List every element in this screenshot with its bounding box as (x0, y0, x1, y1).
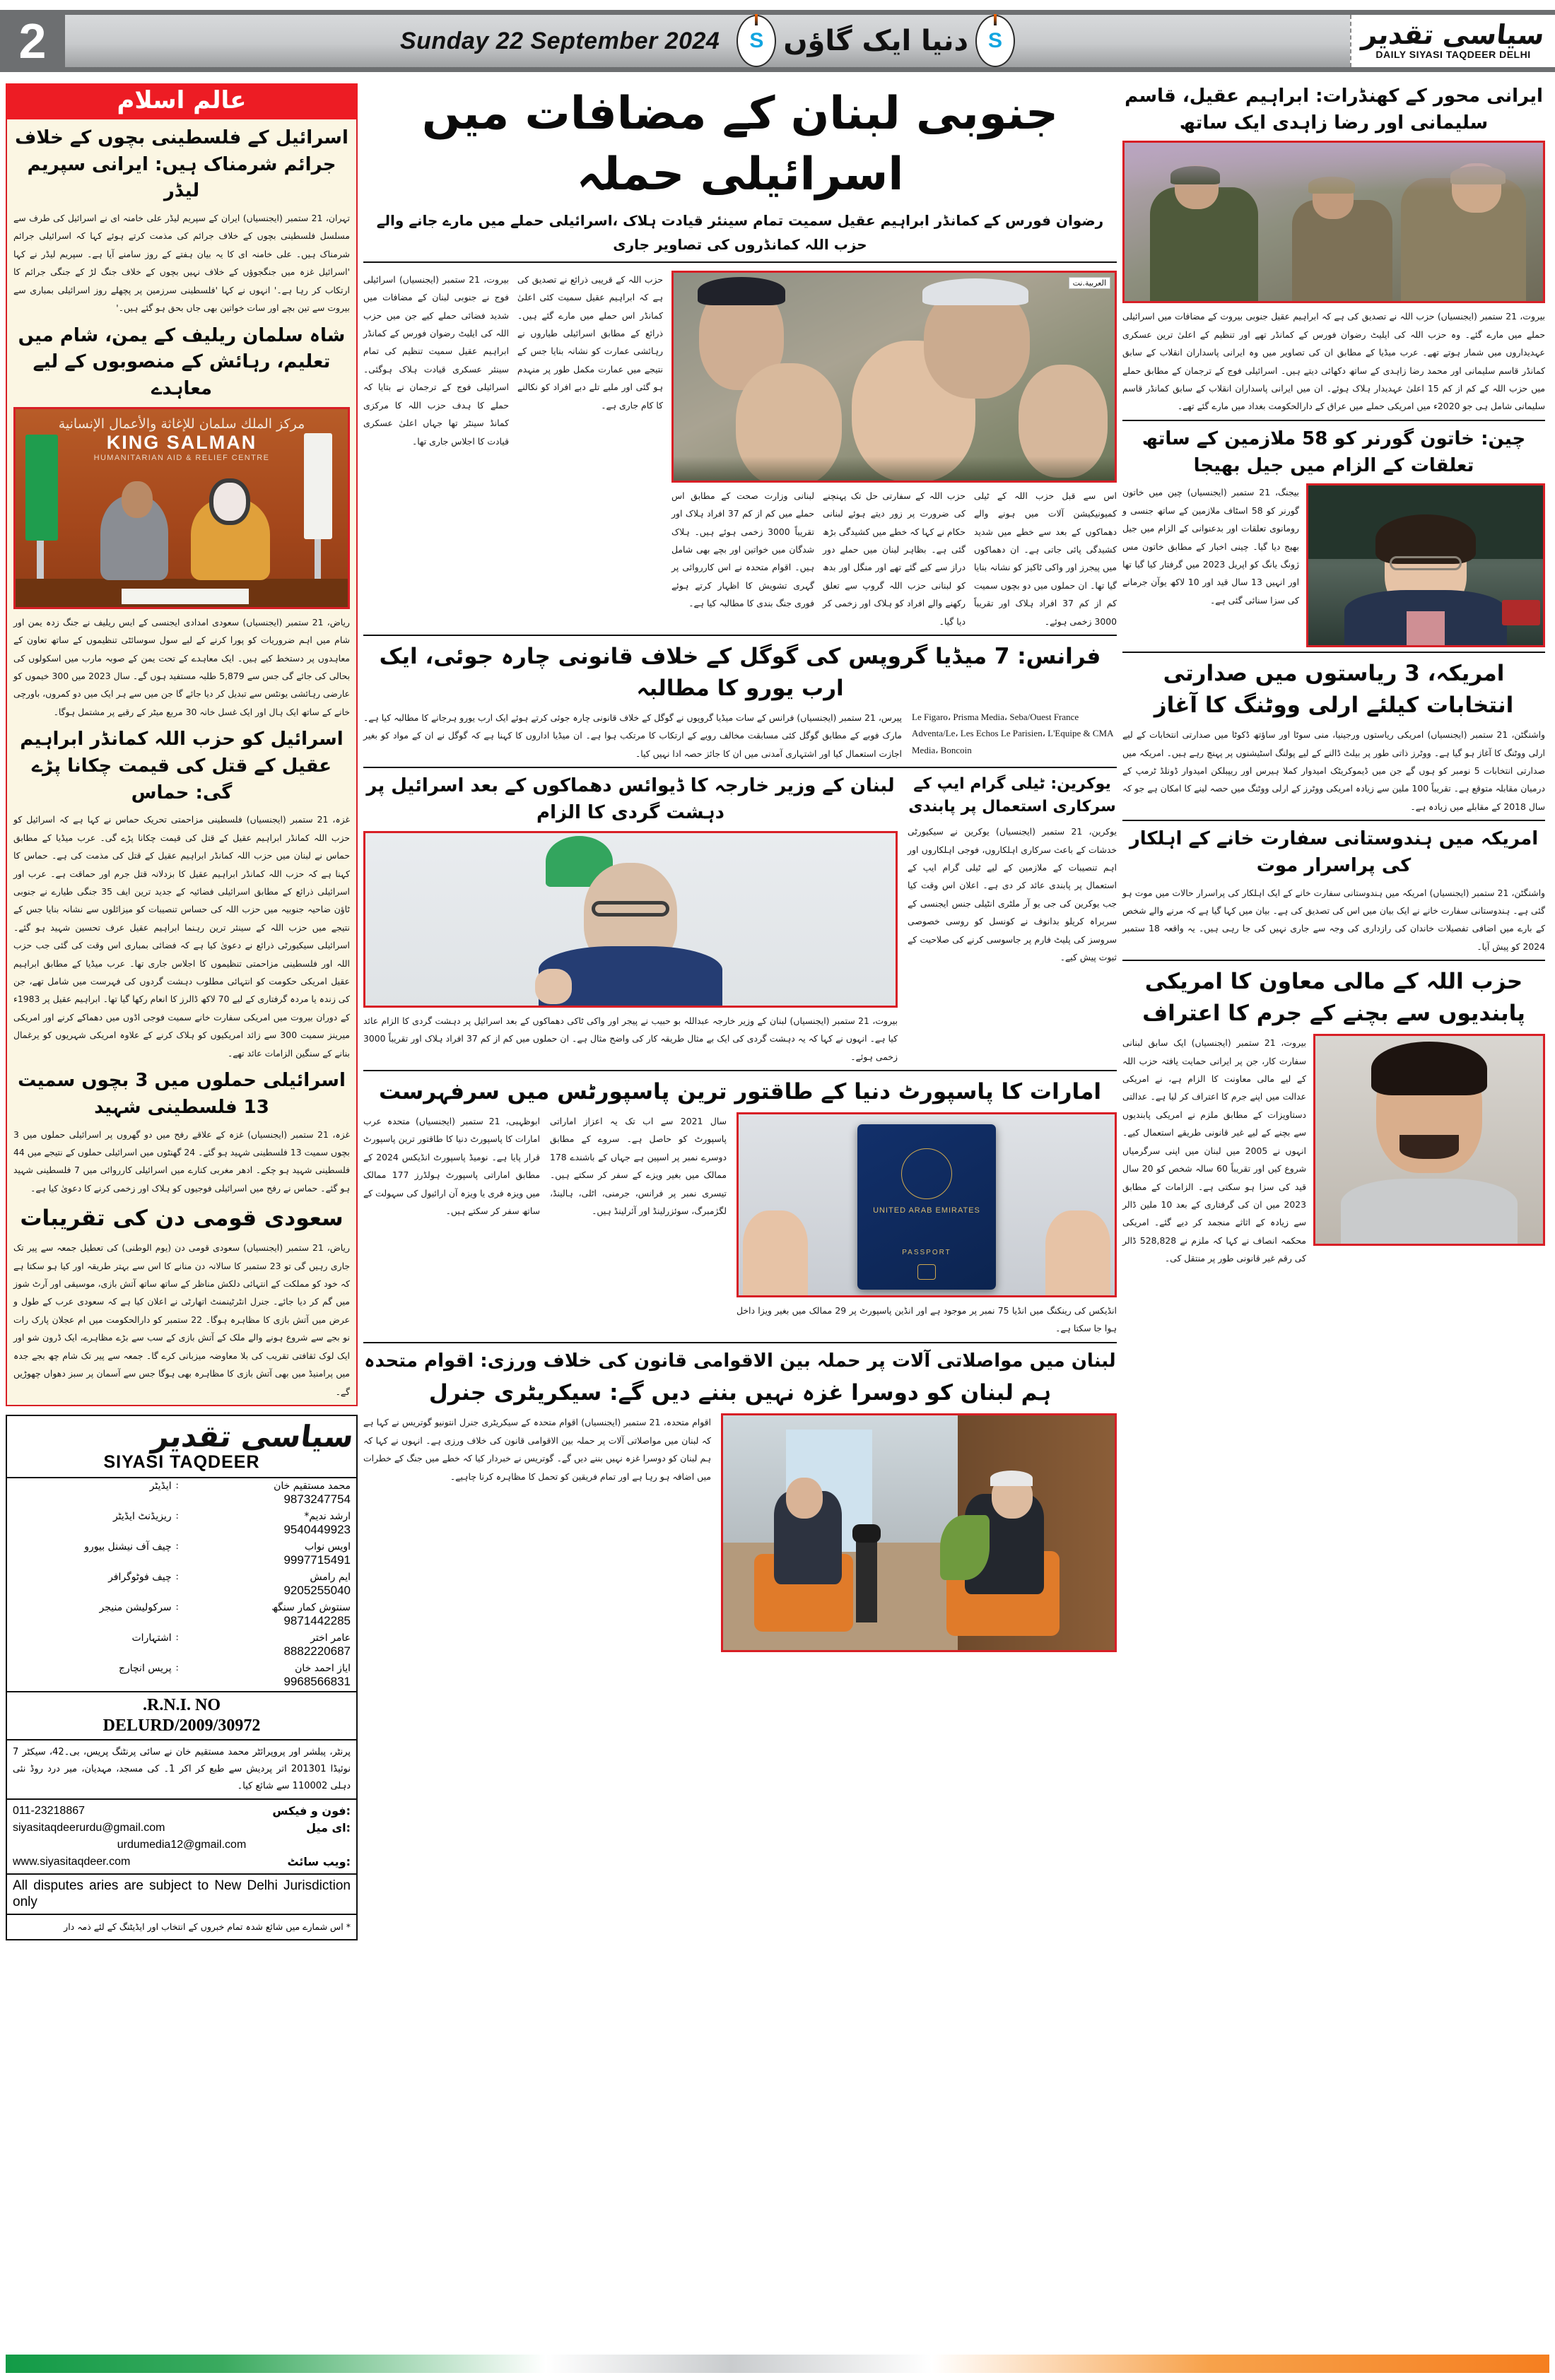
fm-hand (535, 969, 572, 1004)
article-body-iran-axis: بیروت، 21 ستمبر (ایجنسیاں) حزب اللہ نے تصدیق کی ہے کہ ابراہیم عقیل جنوبی بیروت کے مضافات میں اسرائیلی حملے میں مارے گئے۔ وہ حزب اللہ کی ایلیٹ رضوان فورس کے کمانڈر تھے اور تنظیم کے اعلیٰ ترین عسکری عہدیداروں میں شمار ہوتے تھے۔ عرب میڈیا کے مطابق ان کی تصاویر میں وہ ایرانی پاسداران انقلاب کے سابق کمانڈر قاسم سلیمانی اور محمد رضا زاہدی کے ساتھ دکھائی دیتے ہیں۔ اسرائیلی فوج کے ترجمان کے مطابق حملے میں حزب اللہ کے کم از کم 15 اعلیٰ عہدیدار ہلاک ہوئے۔ ان میں ایرانی پاسداران انقلاب کے سابق کمانڈر قاسم سلیمانی شامل ہی جو 2020ء میں امریکی حملے میں عراق کے دارالحکومت بغداد میں مارے گئے تھے۔ (1122, 311, 1546, 412)
islamic-world-column (6, 83, 358, 2309)
article-body-hamas-aqeel: غزہ، 21 ستمبر (ایجنسیاں) فلسطینی مزاحمتی تحریک حماس نے کہا ہے کہ اسرائیل کو حزب اللہ کمانڈر ابراہیم عقیل کے قتل کی قیمت چکانا پڑے گی۔ عرب میڈیا کے مطابق حماس نے لبنان میں حزب اللہ کمانڈر ابراہیم عقیل کے قتل کی مذمت کی ہے۔ حماس کا کہنا ہے کہ حزب اللہ کمانڈر ابراہیم عقیل کا بزدلانہ قتل جرم اور حماقت ہے۔ عرب اور اسرائیلی ذرائع کے مطابق اسرائیلی فضائیہ کے جدید ترین ایف 35 جنگی طیارے نے جنوبی ٹاؤن ضاحیہ جنوبیہ میں حزب اللہ کی حساس تنصیبات کو میزائلوں سے نشانہ بنایا جس کے نتیجے میں حزب اللہ کے سینئر ترین رہنما ابراہیم عقیل عرف تحسین شہید ہو گئے۔ اسرائیلی سیکیورٹی ذرائع نے دعویٰ کیا ہے کہ فضائی بمباری اس وقت کی گئی جب حزب اللہ اور فلسطینی مزاحمتی تنظیموں کا اجلاس جاری تھا۔ عرب میڈیا کے مطابق ابراہیم عقیل امریکی حکومت کو انتہائی مطلوب دہشت گردوں کی فہرست میں شامل تھے، جن کی زندہ یا مردہ گرفتاری کے لیے 70 لاکھ ڈالرز کا انعام رکھا گیا تھا۔ ابراہیم عقیل پر 1983ء کے دوران بیروت میں امریکی سفارت خانے سمیت فوجی اڈوں میں دھماکے کرنے اور امریکی میرینز سمیت 300 سے زائد امریکیوں کو ہلاک کرنے کے علاوہ امریکی شہریوں کو یرغمال بنانے کے سنگین الزامات عائد تھے۔ (13, 814, 350, 1059)
person-right-head (209, 478, 250, 525)
headline-gaza-martyrs[interactable]: اسرائیلی حملوں میں 3 بچوں سمیت 13 فلسطینی شہید (18, 1070, 346, 1118)
staff-name: ایاز احمد خان (295, 1662, 351, 1674)
lead-body-4: حزب اللہ کے سفارتی حل تک پہنچنے کی ضرورت پر زور دیتے ہوئے لبنانی حکام نے کہا کہ خطے میں کشیدگی بڑھ گئی ہے۔ بظاہر لبنان میں حملے دور دراز سے کیے گئے تھے اور منگل اور بدھ کو لبنانی حزب اللہ گروپ سے تعلق رکھنے والے افراد کو ہلاک اور زخمی کر دیا گیا۔ (823, 490, 966, 627)
photo-lebanon-fm (363, 831, 898, 1008)
disputes-notice: All disputes aries are subject to New Delhi Jurisdiction only (7, 1875, 356, 1916)
mic-stand (856, 1531, 877, 1622)
article-body-france-google: پیرس، 21 ستمبر (ایجنسیاں) فرانس کے سات میڈیا گروپوں نے گوگل کے خلاف قانونی چارہ جوئی کرتے ہوئے ایک ارب یورو ہرجانے کا مطالبہ کیا ہے۔ مارک فوبے کے مطابق گوگل کئی مسابقت مخالف رویے کے ارتکاب کا مرتکب ہوا ہے۔ ان میڈیا اداروں کا کہنا ہے کہ گوگل نے ان کے مواد کو بغیر اجازت استعمال کیا اور اشتہاری آمدنی میں ان کا جائز حصہ ادا نہیں کیا۔ (363, 712, 902, 759)
headline-iran-axis-ruins[interactable]: ایرانی محور کے کھنڈرات: ابراہیم عقیل، قاسم سلیمانی اور رضا زاہدی ایک ساتھ (1125, 86, 1543, 134)
lead-block (363, 271, 1117, 630)
islamic-world-body (6, 119, 358, 1406)
photo-uae-passport (737, 1112, 1117, 1297)
headline-ukraine-telegram[interactable]: یوکرین: ٹیلی گرام ایپ کے سرکاری استعمال پر پابندی (908, 775, 1116, 816)
staff-role: سرکولیشن منیجر (99, 1601, 172, 1613)
france-media-list-wrap (912, 709, 1117, 762)
article-body-saudi-national-day: ریاض، 21 ستمبر (ایجنسیاں) سعودی قومی دن (یوم الوطنی) کی تعطیل جمعہ سے پیر تک جاری رہیں گی تو 23 ستمبر کا سالانہ دن منانے کا اس سے بہتر طریقہ اور کیا ہو سکتا ہے کہ خود کو مملکت کے انتہائی دلکش مناظر کے ساتھ ساتھ آتش بازی، موسیقی اور آرٹ شوز میں گم کر دیا جائے۔ جنرل انٹرٹینمنٹ اتھارٹی نے اعلان کیا ہے کہ سعودی عرب کے طول و عرض میں آتش بازی کا مظاہرہ ہوگا۔ 22 ستمبر کو دارالحکومت میں ام عجلان پارک رات نو بجے سے شروع ہونے والے ملک کے آتش بازی کے سب سے بڑے مظاہرے، ایک ڈرون شو اور ایک لوک ثقافتی تقریب کی بلا معاوضہ میزبانی کرے گا۔ جمعہ سے پیر تک شام چھ بجے جدہ میں پرامنیڈ میں بھی آتش بازی کا مظاہرہ بھی ہوگا جس سے آسمان پر سبز دھواں چھوڑیں گے۔ (13, 1242, 351, 1397)
article-body-ukraine-telegram: یوکرین، 21 ستمبر (ایجنسیاں) یوکرین نے سیکیورٹی خدشات کے باعث سرکاری اہلکاروں، فوجی اہلکاروں اور اہم تنصیبات کے ملازمین کے لیے ٹیلی گرام ایپ کے استعمال پر پابندی عائد کر دی ہے۔ اعلان اس وقت کیا جب یوکرین کی جی یو آر ملٹری انٹیلی جنس ایجنسی کے سربراہ کریلو بدانوف نے کونسل کو روسی خصوصی سروسز کی پلیٹ فارم پر جاسوسی کرنے کی صلاحیت کے ثبوت پیش کیے۔ (908, 826, 1117, 963)
article-body-us-early-voting: واشنگٹن، 21 ستمبر (ایجنسیاں) امریکی ریاستوں ورجینیا، منی سوٹا اور ساؤتھ ڈکوٹا میں صدارتی انتخابات کے لیے ارلی ووٹنگ کا آغاز ہو گیا ہے۔ ووٹرز ذاتی طور پر بیلٹ ڈالنے کے لیے پولنگ اسٹیشنوں پر پہنچ رہے ہیں۔ امریکہ میں صدارتی انتخابات 5 نومبر کو ہوں گے جن میں ڈیموکریٹک امیدوار کملا ہیرس اور ریپبلکن امیدوار ڈونلڈ ٹرمپ کے درمیان مقابلہ متوقع ہے۔ تقریباً 100 ملین سے زیادہ امریکی ووٹرز کے ارلی ووٹنگ میں حصہ لینے کا امکان ہے جو کہ سال 2018 کے مقابلے میں زیادہ ہے۔ (1122, 729, 1545, 812)
headline-king-salman-relief[interactable]: شاہ سلمان ریلیف کے یمن، شام میں تعلیم، رہائش کے منصوبوں کے لیے معاہدے (18, 324, 346, 399)
imprint-text: پرنٹر، پبلشر اور پروپرائٹر محمد مستقیم خان نے سائی پرنٹنگ پریس، بی۔42، سیکٹر 7 نوئیڈا 201301 اتر پردیش سے طبع کر اکر 1۔ کی مسجد، مہدیان، میر درد روڈ نئی دہلی 110002 سے شائع کیا۔ (7, 1740, 356, 1800)
tricolor-footer-bar (6, 2355, 1549, 2373)
lead-body-1: بیروت، 21 ستمبر (ایجنسیاں) اسرائیلی فوج نے جنوبی لبنان کے مضافات میں شدید فضائی حملے کیے جن میں حزب اللہ کی ایلیٹ رضوان فورس کے کمانڈر ابراہیم عقیل سمیت تنظیم کی تمام سینئر عسکری قیادت ہلاک ہوگئی۔ اسرائیلی فوج کے ترجمان نے بتایا کہ حملے کا ہدف حزب اللہ کا مرکزی کمانڈ سینٹر تھا جہاں اعلیٰ عسکری قیادت کا اجلاس جاری تھا۔ (363, 273, 509, 447)
contact-website-line (13, 1854, 351, 1871)
mid-row (363, 773, 1117, 1066)
passport-label-text: PASSPORT (902, 1248, 951, 1256)
photo-top-haze (1125, 143, 1543, 190)
lead-col-3 (671, 487, 814, 630)
staff-name: ایم رامش (310, 1571, 351, 1583)
passport-country-text: UNITED ARAB EMIRATES (873, 1206, 980, 1215)
photo-hezbollah-commanders (671, 271, 1117, 483)
headline-uae-passport[interactable]: امارات کا پاسپورٹ دنیا کے طاقتور ترین پاسپورٹس میں سرفہرست (378, 1078, 1102, 1104)
staff-phone[interactable]: 9540449923 (283, 1522, 351, 1536)
lead-body-2: حزب اللہ کے قریبی ذرائع نے تصدیق کی ہے کہ ابراہیم عقیل سمیت کئی اعلیٰ کمانڈر اس حملے میں مارے گئے ہیں۔ ذرائع کے مطابق اسرائیلی طیاروں نے رہائشی عمارت کو نشانہ بنایا جس کے نتیجے میں عمارت مکمل طور پر منہدم ہو گئی اور ملبے تلے دبے افراد کو نکالنے کا کام جاری ہے۔ (517, 273, 663, 411)
staff-row (7, 1509, 356, 1523)
france-google-block (363, 709, 1117, 762)
article-body-hezbollah-financier: بیروت، 21 ستمبر (ایجنسیاں) ایک سابق لبنانی سفارت کار، جن پر ایرانی حمایت یافتہ حزب اللہ کے لیے مالی معاونت کا الزام ہے، نے امریکی عدالت میں اپنے جرم کا اعتراف کر لیا ہے۔ عدالتی دستاویزات کے مطابق ملزم نے امریکی پابندیوں سے بچنے کے لیے غیر قانونی طریقے استعمال کیے۔ انہوں نے 2005 میں لبنان میں اپنی سرگرمیاں شروع کیں اور تقریباً 60 سالہ شخص کو 20 سال قید کی سزا ہو سکتی ہے۔ الزامات کے مطابق 2023 میں ان کی گرفتاری کے بعد 10 ملین ڈالر سے زیادہ کے اثاثے منجمد کر دیے گئے۔ امریکی محکمہ انصاف نے کہا کہ ملزم نے 528,828 ڈالر کی رقم غیر قانونی طور پر منتقل کی۔ (1122, 1037, 1306, 1264)
photo-iranian-commanders (1122, 141, 1545, 303)
lead-sub-cols (671, 487, 1117, 630)
masthead-strip (0, 10, 1555, 72)
lead-headline[interactable]: جنوبی لبنان کے مضافات میں اسرائیلی حملہ (421, 88, 1059, 201)
rni-value: DELURD/2009/30972 (102, 1716, 261, 1735)
headline-france-google[interactable]: فرانس: 7 میڈیا گروپس کی گوگل کے خلاف قانونی چارہ جوئی، ایک ارب یورو کا مطالبہ (379, 644, 1101, 702)
rni-block (7, 1691, 356, 1740)
coin-icon-left (975, 15, 1015, 67)
article-body-china-governor: بیجنگ، 21 ستمبر (ایجنسیاں) چین میں خاتون گورنر کو 58 اسٹاف ملازمین کے ساتھ جنسی و رومانوی تعلقات اور بدعنوانی کے الزام میں جیل بھیج دیا گیا۔ چینی اخبار کے مطابق خاتون مس ژونگ یانگ کو اپریل 2023 میں گرفتار کیا گیا تھا اور انہیں 13 سال قید اور 10 لاکھ یوآن جرمانے کی سزا سنائی گئی ہے۔ (1122, 487, 1300, 606)
china-photo-wrap (1306, 483, 1545, 647)
lead-body-3: لبنانی وزارت صحت کے مطابق اس حملے میں کم از کم 37 افراد ہلاک اور تقریباً 3000 زخمی ہوئے ہیں۔ ہلاک شدگان میں خواتین اور بچے بھی شامل ہیں۔ اقوام متحدہ نے اس کارروائی پر گہری تشویش کا اظہار کرتے ہوئے فوری جنگ بندی کا مطالبہ کیا ہے۔ (671, 490, 814, 609)
staff-phone[interactable]: 9997715491 (283, 1553, 351, 1567)
headline-hamas-aqeel[interactable]: اسرائیل کو حزب اللہ کمانڈر ابراہیم عقیل کے قتل کی قیمت چکانا پڑے گی: حماس (20, 729, 344, 803)
staff-role: اشتہارات (131, 1632, 172, 1644)
photo-vignette (674, 456, 1115, 481)
staff-colon: : (175, 1510, 179, 1521)
headline-us-early-voting[interactable]: امریکہ، 3 ریاستوں میں صدارتی انتخابات کیلئے ارلی ووٹنگ کا آغاز (1154, 661, 1514, 719)
imprint-box (6, 1415, 358, 1940)
uae-passport-block (363, 1112, 1117, 1338)
contact-phone-line (13, 1803, 351, 1820)
page-number: 2 (0, 15, 65, 67)
staff-phone[interactable]: 8882220687 (283, 1644, 351, 1658)
staff-role: پریس انچارج (118, 1662, 172, 1674)
lead-col-1 (363, 271, 509, 630)
passport-emblem-icon (901, 1148, 952, 1199)
interviewer-head (786, 1478, 823, 1519)
article-body-us-india-embassy: واشنگٹن، 21 ستمبر (ایجنسیاں) امریکہ میں ہندوستانی سفارت خانے کے ایک اہلکار کی پراسرار حالات میں موت ہو گئی ہے۔ ہندوستانی سفارت خانے نے ایک بیان میں اس کی تصدیق کی ہے۔ بیان میں کہا گیا ہے کہ مرنے والے شخص کے بارے میں اضافی تفصیلات خاندان کی رازداری کی وجہ سے جاری نہیں کی جا رہی ہیں۔ یہ واقعہ 18 ستمبر 2024 کو پیش آیا۔ (1122, 887, 1546, 952)
un-photo-wrap (721, 1413, 1117, 1652)
lebanon-fm-block (363, 773, 898, 1066)
staff-row (7, 1569, 356, 1584)
headline-us-india-embassy[interactable]: امریکہ میں ہندوستانی سفارت خانے کے اہلکار کی پراسرار موت (1129, 828, 1539, 876)
contact-email-1[interactable]: siyasitaqdeerurdu@gmail.com (13, 1821, 165, 1834)
article-body-gaza-martyrs: غزہ، 21 ستمبر (ایجنسیاں) غزہ کے علاقے رفح میں دو گھروں پر اسرائیلی حملوں میں 3 بچوں سمیت 13 فلسطینی شہید ہو گئے۔ 24 گھنٹوں میں اسرائیلی حملوں کے نتیجے میں 44 فلسطینی شہید ہو چکے۔ ادھر مغربی کنارے میں اسرائیلی کارروائی میں 7 فلسطینی شہید ہو گئے۔ حماس نے رفح میں اسرائیلی فوجیوں کو ہلاک اور زخمی کرنے کا دعویٰ کیا ہے۔ (13, 1129, 351, 1194)
staff-colon: : (175, 1571, 179, 1582)
un-block (363, 1413, 1117, 1652)
saudi-flag-icon (25, 435, 58, 541)
ksr-logo-english: KING SALMAN (106, 431, 257, 453)
staff-phone[interactable]: 9873247754 (283, 1492, 351, 1506)
article-body-un-secretary: اقوام متحدہ، 21 ستمبر (ایجنسیاں) اقوام متحدہ کے سیکریٹری جنرل انتونیو گوتریس نے کہا ہے کہ لبنان میں مواصلاتی آلات پر حملہ بین الاقوامی قانون کی خلاف ورزی ہے۔ انہوں نے کہا کہ ہم لبنان کو دوسرا غزہ نہیں بننے دیں گے۔ گوتریس نے خبردار کیا کہ خطے میں جنگ کے خطرات میں اضافہ ہو رہا ہے اور تمام فریقین کو تحمل کا مظاہرہ کرنا چاہیے۔ (363, 1417, 712, 1482)
masthead-logo-english: DAILY SIYASI TAQDEER DELHI (1375, 49, 1531, 61)
document-right (164, 589, 249, 604)
person-left-head (122, 481, 153, 518)
lead-body-5: اس سے قبل حزب اللہ کے ٹیلی کمیونیکیشن آلات میں ہونے والے دھماکوں کے بعد سے خطے میں شدید کشیدگی پائی جاتی ہے۔ ان دھماکوں میں پیجرز اور واکی ٹاکیز کو نشانہ بنایا گیا تھا۔ ان حملوں میں دو بچوں سمیت کم از کم 37 افراد ہلاک اور تقریباً 3000 زخمی ہوئے۔ (974, 490, 1117, 627)
article-body-uae-3: انڈیکس کی رینکنگ میں انڈیا 75 نمبر پر موجود ہے اور انڈین پاسپورٹ پر 29 ممالک میں بغیر ویزا داخل ہوا جا سکتا ہے۔ (737, 1304, 1117, 1334)
photo-king-salman-signing (13, 407, 350, 609)
china-glasses-icon (1390, 556, 1462, 570)
staff-role: ایڈیٹر (149, 1480, 172, 1492)
staff-role: ریزیڈنٹ ایڈیٹر (112, 1510, 172, 1522)
org-flag-icon (304, 433, 332, 539)
staff-phone[interactable]: 9968566831 (283, 1674, 351, 1688)
masthead-logo-urdu: سیاسی تقدیر (1360, 18, 1547, 50)
article-body-king-salman-relief: ریاض، 21 ستمبر (ایجنسیاں) سعودی امدادی ایجنسی کے ایس ریلیف نے جنگ زدہ یمن اور شام میں اہم ضروریات کو پورا کرنے کے لیے سول سوسائٹی تنظیموں کے ساتھ تعاون کے معاہدوں پر دستخط کیے ہیں۔ ایک معاہدے کے تحت یمن کے صوبہ مارب میں اسکولوں کی بحالی کی جائے گی جس سے 5,879 طلبہ مستفید ہوں گے۔ سال 2023 میں 300 خیموں کو عارضی رہائشی یونٹس سے تبدیل کر دیا جائے گا جن میں سے ہر ایک میں دو کمروں، باورچی خانے کے ساتھ ایک ہال اور ایک غسل خانہ 30 مربع میٹر کے رقبے پر مشتمل ہوگا۔ (13, 616, 351, 717)
plant-icon (940, 1515, 990, 1580)
article-body-uae-2: سال 2021 سے اب تک یہ اعزاز اماراتی پاسپورٹ کو حاصل ہے۔ سروے کے مطابق دوسرے نمبر پر اسپین ہے جہاں کے باشندے 178 ممالک میں بغیر ویزے کے سفر کر سکتے ہیں۔ تیسری نمبر پر فرانس، جرمنی، اٹلی، ہالینڈ، لگژمبرگ، سوئزرلینڈ اور آئرلینڈ ہیں۔ (550, 1115, 727, 1216)
headline-khamenei[interactable]: اسرائیل کے فلسطینی بچوں کے خلاف جرائم شرمناک ہیں: ایرانی سپریم لیڈر (15, 127, 348, 202)
staff-name: محمد مستقیم خان (274, 1480, 351, 1492)
ksr-logo (29, 416, 334, 462)
staff-phone[interactable]: 9871442285 (283, 1613, 351, 1627)
staff-colon: : (175, 1601, 179, 1613)
masthead-logo[interactable] (1350, 15, 1555, 67)
section-banner-islamic-world: عالم اسلام (6, 83, 358, 119)
contact-email-line (13, 1820, 351, 1837)
lead-col-4 (823, 487, 966, 630)
article-body-khamenei: تہران، 21 ستمبر (ایجنسیاں) ایران کے سپریم لیڈر علی خامنہ ای نے اسرائیل کی طرف سے مسلسل فلسطینی بچوں کے خلاف جرائم کی مذمت کرتے ہوئے کہا کہ اسرائیلی جرائم شرمناک ہیں۔ علی خامنہ ای کا یہ بیان ہفتے کے روز سامنے آیا ہے۔ سپریم لیڈر نے کہا 'اسرائیل غزہ میں جنگجوؤں کے خلاف نہیں بچوں کے خلاف جنگ لڑ کے جنگی جرائم کا ارتکاب کر رہا ہے۔' انہوں نے کہا 'فلسطینی سرزمین پر پچھلے روز اسرائیلی بمباری سے بیروت سے تین بچے اور سات خواتین بھی جاں بحق ہو گئے ہیں۔' (13, 213, 350, 314)
photo-un-interview (721, 1413, 1117, 1652)
publication-date: Sunday 22 September 2024 (399, 27, 720, 54)
rni-label: R.N.I. NO. (142, 1695, 221, 1714)
china-block (1122, 483, 1545, 647)
coin-symbol-left: S (988, 29, 1003, 52)
headline-un-secretary-gaza[interactable]: ہم لبنان کو دوسرا غزہ نہیں بننے دیں گے: سیکریٹری جنرل (428, 1380, 1052, 1406)
staff-row (7, 1661, 356, 1675)
financier-hair (1371, 1042, 1487, 1095)
photo-china-governor (1306, 483, 1545, 647)
china-nameplate (1502, 600, 1540, 625)
headline-china-governor[interactable]: چین: خاتون گورنر کو 58 ملازمین کے ساتھ تعلقات کے الزام میں جیل بھیجا (1142, 428, 1526, 476)
coin-symbol-right: S (749, 29, 764, 52)
staff-role: چیف فوٹوگرافر (108, 1571, 172, 1583)
photo-hezbollah-financier (1313, 1034, 1545, 1246)
staff-name: عامر اختر (310, 1632, 351, 1644)
passport-holder (857, 1124, 996, 1290)
imprint-logo-urdu: سیاسی تقدیر (150, 1418, 356, 1454)
staff-row (7, 1600, 356, 1614)
main-column (363, 83, 1117, 2309)
lead-col-5 (974, 487, 1117, 630)
headline-hezbollah-financier[interactable]: حزب اللہ کے مالی معاون کا امریکی پابندیوں سے بچنے کے جرم کا اعتراف (1142, 969, 1525, 1027)
financier-photo-wrap (1313, 1034, 1545, 1267)
staff-row (7, 1630, 356, 1644)
photo-watermark: العربية.نت (1069, 277, 1110, 289)
contact-website-label: ویب سائٹ: (287, 1854, 351, 1868)
staff-name: اویس نواب (304, 1540, 351, 1553)
headline-lebanon-fm[interactable]: لبنان کے وزیر خارجہ کا ڈیوائس دھماکوں کے بعد اسرائیل پر دہشت گردی کا الزام (366, 775, 895, 823)
financier-shirt (1341, 1179, 1518, 1244)
france-media-list: Le Figaro، Prisma Media، Seba/Ouest France Adventa/Le، Les Echos Le Parisien، L'Equipe & CMA Media، Boncoin (912, 712, 1113, 755)
ksr-logo-arabic: مركز الملك سلمان للإغاثة والأعمال الإنسانية (58, 416, 305, 432)
hand-right (1045, 1210, 1110, 1295)
financier-beard (1400, 1135, 1459, 1159)
passport-chip-icon (917, 1264, 936, 1280)
headline-un-attack-law[interactable]: لبنان میں مواصلاتی آلات پر حملہ بین الاقوامی قانون کی خلاف ورزی: اقوام متحدہ (364, 1350, 1116, 1372)
ukraine-block (908, 773, 1117, 1066)
contact-email-label: ای میل: (306, 1820, 351, 1834)
staff-row (7, 1478, 356, 1492)
imprint-logo-english: SIYASI TAQDEER (103, 1451, 260, 1472)
article-body-uae-1: ابوظہبی، 21 ستمبر (ایجنسیاں) متحدہ عرب امارات کا پاسپورٹ دنیا کا طاقتور ترین پاسپورٹ قرار پایا ہے۔ نومیڈ پاسپورٹ انڈیکس 2024 کے مطابق اماراتی پاسپورٹ ہولڈرز 177 ممالک میں ویزہ فری یا ویزہ آن ارائیول کی سہولت کے ساتھ سفر کر سکتے ہیں۔ (363, 1115, 540, 1216)
coin-icon-right (737, 15, 776, 67)
article-body-lebanon-fm: بیروت، 21 ستمبر (ایجنسیاں) لبنان کے وزیر خارجہ عبداللہ بو حبیب نے پیجر اور واکی ٹاکی دھماکوں کے بعد اسرائیل پر دہشت گردی کا الزام عائد کیا ہے۔ انہوں نے کہا کہ یہ دہشت گردی کی ایک بے مثال طریقہ کار کی واضح مثال ہے۔ ان حملوں میں کم از کم 37 افراد ہلاک اور تقریباً 3000 زخمی ہوئے۔ (363, 1015, 898, 1062)
cap-1 (698, 277, 785, 305)
masthead-banner (65, 15, 1350, 67)
staff-name: سنتوش کمار سنگھ (271, 1601, 351, 1613)
fm-glasses-icon (592, 901, 669, 917)
microphone-icon (852, 1524, 881, 1543)
china-blouse (1407, 611, 1445, 645)
imprint-logo (7, 1416, 356, 1478)
uae-photo-wrap (737, 1112, 1117, 1338)
staff-colon: : (175, 1662, 179, 1673)
contact-phone-label: فون و فیکس: (272, 1803, 351, 1818)
staff-list (7, 1478, 356, 1691)
staff-role: چیف آف نیشنل بیورو (84, 1540, 172, 1553)
contact-website-value[interactable]: www.siyasitaqdeer.com (13, 1855, 131, 1868)
staff-name: ارشد ندیم* (304, 1510, 351, 1522)
lead-col-2 (517, 271, 663, 630)
contact-phone-value[interactable]: 011-23218867 (13, 1804, 86, 1817)
right-column (1122, 83, 1545, 2309)
banner-title: دنیا ایک گاؤں (783, 25, 969, 57)
staff-colon: : (175, 1480, 179, 1491)
financier-block (1122, 1034, 1545, 1267)
page-content (6, 83, 1549, 2309)
contact-email-2[interactable]: urdumedia12@gmail.com (117, 1838, 247, 1851)
hand-left (743, 1210, 808, 1295)
headline-saudi-national-day[interactable]: سعودی قومی دن کی تقریبات (20, 1206, 344, 1232)
staff-phone[interactable]: 9205255040 (283, 1583, 351, 1597)
ksr-logo-subtitle: HUMANITARIAN AID & RELIEF CENTRE (93, 453, 270, 462)
guterres-hair (990, 1471, 1033, 1486)
lead-subhead: رضوان فورس کے کمانڈر ابراہیم عقیل سمیت تمام سینئر قیادت ہلاک ،اسرائیلی حملے میں مارے جانے والے حزب اللہ کمانڈروں کی تصاویر جاری (376, 211, 1104, 253)
staff-colon: : (175, 1540, 179, 1552)
editor-note: * اس شمارے میں شائع شدہ تمام خبروں کے انتخاب اور ایڈیٹنگ کے لئے ذمہ دار (64, 1921, 351, 1933)
contact-block (7, 1800, 356, 1875)
cap-2 (922, 278, 1028, 305)
lead-col-photo (671, 271, 1117, 630)
staff-colon: : (175, 1632, 179, 1643)
staff-row (7, 1539, 356, 1553)
